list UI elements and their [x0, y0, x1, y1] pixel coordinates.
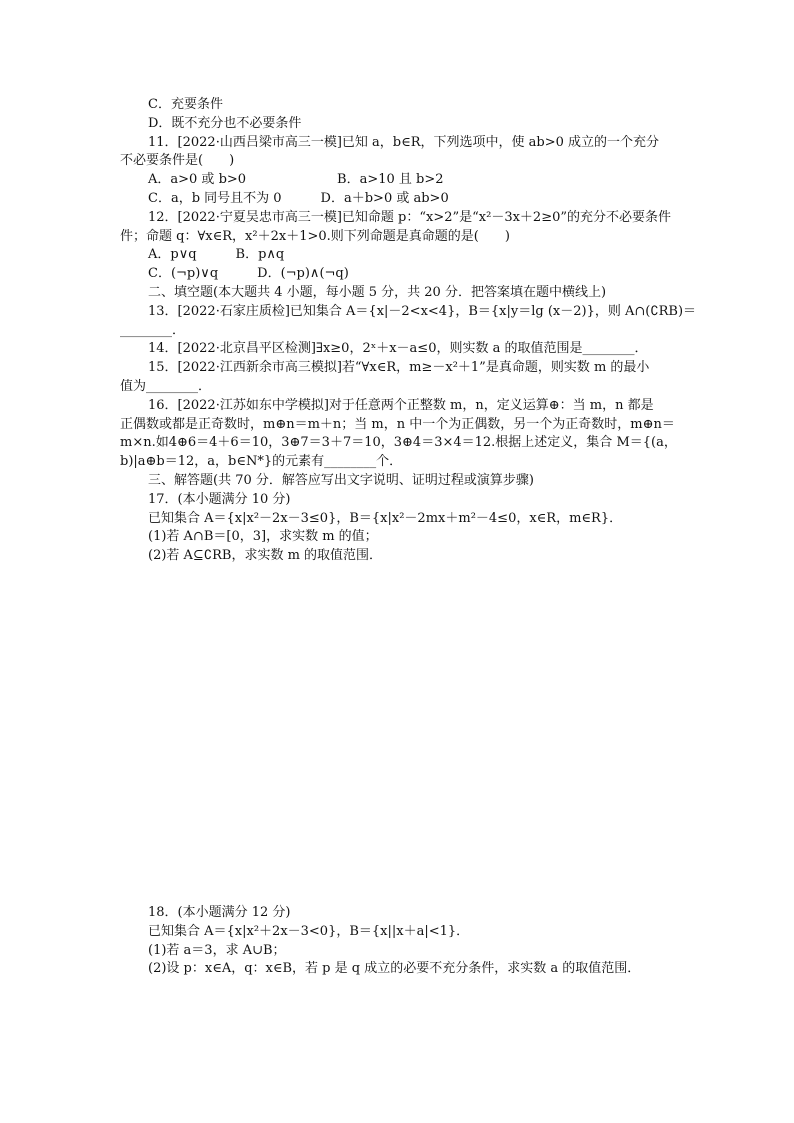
text-line: A．p∨q B．p∧q: [148, 247, 285, 263]
text-line: (2)设 p：x∈A，q：x∈B，若 p 是 q 成立的必要不充分条件，求实数 a 的取值范围．: [148, 961, 641, 977]
problem-block-bottom: [120, 904, 680, 979]
text-line: 13．[2022·石家庄质检]已知集合 A＝{x|－2<x<4}，B＝{x|y＝lg (x－2)}，则 A∩(∁RB)＝: [148, 303, 697, 319]
text-line: 16．[2022·江苏如东中学模拟]对于任意两个正整数 m，n，定义运算⊕：当 m，n 都是: [148, 397, 654, 413]
text-line: 已知集合 A＝{x|x²－2x－3≤0}，B＝{x|x²－2mx＋m²－4≤0，x∈R，m∈R}．: [148, 510, 623, 526]
text-line: 11．[2022·山西吕梁市高三一模]已知 a，b∈R，下列选项中，使 ab>0 成立的一个充分: [148, 134, 660, 150]
text-line: 不必要条件是( ): [120, 153, 235, 169]
text-line: m×n.如4⊕6＝4＋6＝10，3⊕7＝3＋7＝10，3⊕4＝3×4＝12.根据上述定义，集合 M＝{(a，: [120, 435, 677, 451]
text-line: 值为________．: [120, 378, 212, 394]
problem-block-top: [120, 96, 697, 566]
text-line: ________．: [120, 322, 186, 338]
text-line: (2)若 A⊆∁RB，求实数 m 的取值范围．: [148, 548, 383, 564]
text-line: (1)若 a＝3，求 A∪B；: [148, 942, 286, 958]
text-line: C．充要条件: [148, 97, 223, 112]
text-line: 已知集合 A＝{x|x²＋2x－3<0}，B＝{x||x＋a|<1}．: [148, 923, 470, 939]
text-line: 12．[2022·宁夏吴忠市高三一模]已知命题 p：“x>2”是“x²－3x＋2≥0”的充分不必要条件: [148, 209, 672, 225]
text-line: C．a，b 同号且不为 0 D．a＋b>0 或 ab>0: [148, 190, 449, 206]
text-line: 18．(本小题满分 12 分): [148, 905, 291, 920]
text-line: A．a>0 或 b>0 B．a>10 且 b>2: [148, 172, 444, 188]
text-line: 件；命题 q：∀x∈R，x²＋2x＋1>0.则下列命题是真命题的是( ): [120, 228, 510, 244]
text-line: b)|a⊕b＝12，a，b∈N*}的元素有________个．: [120, 454, 403, 470]
text-line: 正偶数或都是正奇数时，m⊕n＝m＋n；当 m，n 中一个为正偶数，另一个为正奇数时，m⊕n＝: [120, 416, 675, 432]
text-line: 15．[2022·江西新余市高三模拟]若“∀x∈R，m≥－x²＋1”是真命题，则实数 m 的最小: [148, 360, 650, 376]
text-line: 14．[2022·北京昌平区检测]∃x≥0，2ˣ＋x－a≤0，则实数 a 的取值范围是________．: [148, 341, 648, 357]
text-line: D．既不充分也不必要条件: [148, 115, 302, 131]
text-line: 17．(本小题满分 10 分): [148, 491, 291, 507]
text-line: C．(¬p)∨q D．(¬p)∧(¬q): [148, 266, 349, 282]
text-line: 三、解答题(共 70 分．解答应写出文字说明、证明过程或演算步骤): [148, 472, 534, 488]
text-line: 二、填空题(本大题共 4 小题，每小题 5 分，共 20 分．把答案填在题中横线上): [148, 284, 607, 300]
text-line: (1)若 A∩B＝[0，3]，求实数 m 的值；: [148, 529, 378, 545]
